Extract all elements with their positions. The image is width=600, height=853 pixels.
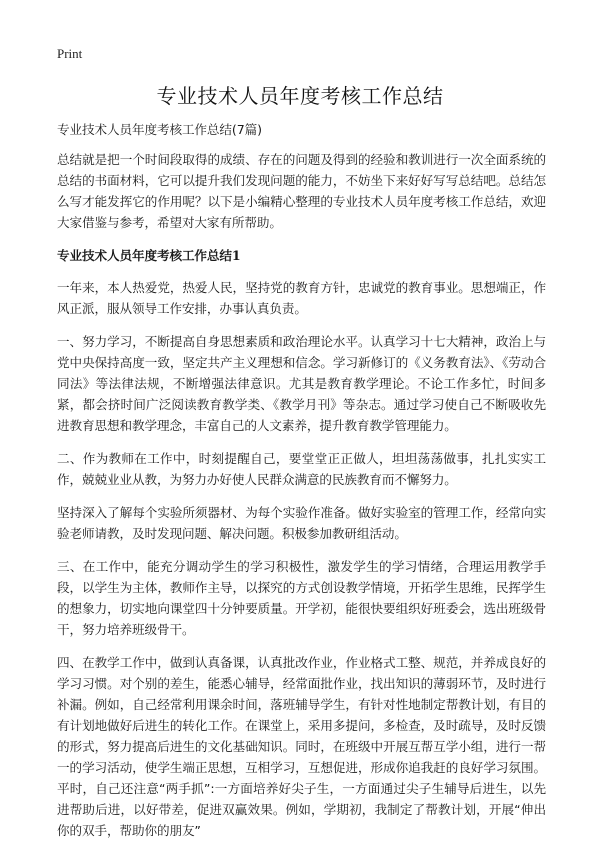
- document-subtitle: 专业技术人员年度考核工作总结(7篇): [57, 122, 262, 137]
- body-paragraph: 坚持深入了解每个实验所须器材、为每个实验作准备。做好实验室的管理工作，经常向实验老师请教，及时发现问题、解决问题。积极参加教研组活动。: [57, 505, 546, 541]
- intro-paragraph: 总结就是把一个时间段取得的成绩、存在的问题及得到的经验和教训进行一次全面系统的总结的书面材料，它可以提升我们发现问题的能力，不妨坐下来好好写写总结吧。总结怎么写才能发挥它的作用呢？以下是小编精心整理的专业技术人员年度考核工作总结，欢迎大家借鉴与参考，希望对大家有所帮助。: [57, 152, 546, 230]
- document-title: 专业技术人员年度考核工作总结: [156, 84, 444, 108]
- section-heading: 专业技术人员年度考核工作总结1: [57, 248, 241, 263]
- body-paragraph: 一年来，本人热爱党，热爱人民，坚持党的教育方针，忠诚党的教育事业。思想端正，作风正派，服从领导工作安排，办事认真负责。: [57, 280, 546, 316]
- document-body: [57, 119, 546, 853]
- body-paragraph: 二、作为教师在工作中，时刻提醒自己，要堂堂正正做人，坦坦荡荡做事，扎扎实实工作，兢兢业业从教，为努力办好使人民群众满意的民族教育而不懈努力。: [57, 451, 546, 487]
- body-paragraph: 三、在工作中，能充分调动学生的学习积极性，激发学生的学习情绪，合理运用教学手段，以学生为主体，教师作主导，以探究的方式创设教学情境，开拓学生思维，民挥学生的想象力，切实地向课堂四十分钟要质量。开学初，能很快要组织好班委会，选出班级骨干，努力培养班级骨干。: [57, 559, 546, 637]
- body-paragraph: 一、努力学习，不断提高自身思想素质和政治理论水平。认真学习十七大精神，政治上与党中央保持高度一致，坚定共产主义理想和信念。学习新修订的《义务教育法》、《劳动合同法》等法律法规，不断增强法律意识。尤其是教育教学理论。不论工作多忙，时间多紧，都会挤时间广泛阅读教育教学类、《教学月刊》等杂志。通过学习使自己不断吸收先进教育思想和教学理念，丰富自己的人文素养，提升教育教学管理能力。: [57, 334, 546, 433]
- body-paragraph: 四、在教学工作中，做到认真备课，认真批改作业，作业格式工整、规范，并养成良好的学习习惯。对个别的差生，能悉心辅导，经常面批作业，找出知识的薄弱环节，及时进行补漏。例如，自己经常利用课余时间，落班辅导学生，有针对性地制定帮教计划，有目的有计划地做好后进生的转化工作。在课堂上，采用多提问，多检查，及时疏导，及时反馈的形式，努力提高后进生的文化基础知识。同时，在班级中开展互帮互学小组，进行一帮一的学习活动，使学生端正思想，互相学习，互想促进，形成你追我赶的良好学习氛围。平时，自己还注意“两手抓”:一方面培养好尖子生，一方面通过尖子生辅导后进生，以先进帮助后进，以好带差，促进双赢效果。例如，学期初，我制定了帮教计划，开展“伸出你的双手，帮助你的朋友”: [57, 655, 546, 838]
- print-link[interactable]: Print: [57, 46, 83, 61]
